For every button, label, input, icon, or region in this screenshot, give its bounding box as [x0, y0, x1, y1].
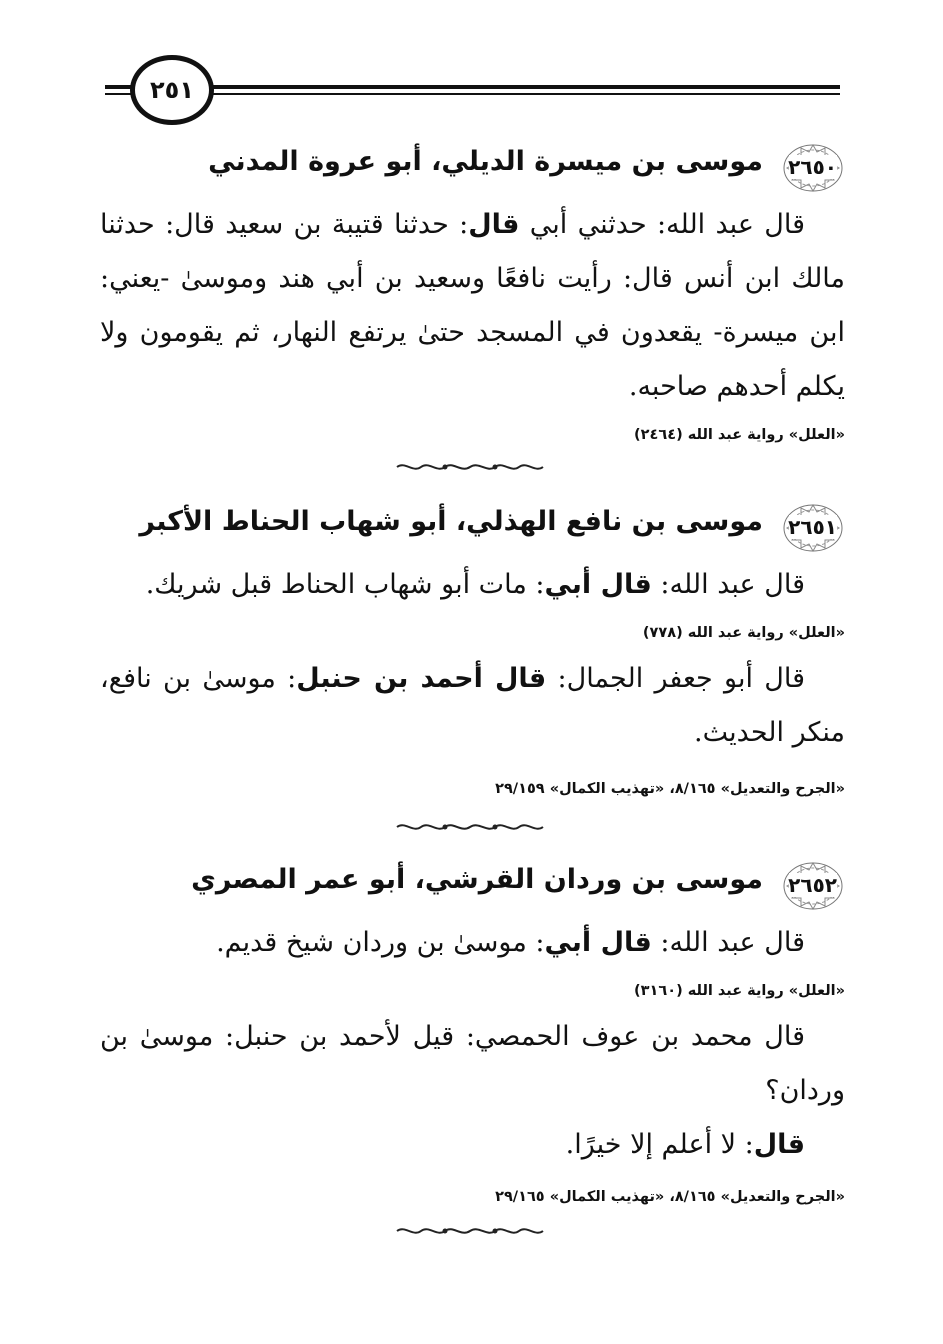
entry-header [100, 858, 845, 916]
entry-paragraph: قال أبو جعفر الجمال: قال أحمد بن حنبل: موسىٰ بن نافع، منكر الحديث. [100, 663, 845, 748]
source-citation: «الجرح والتعديل» ٨/١٦٥، «تهذيب الكمال» ٢٩/١٥٩ [495, 781, 845, 797]
source-citation: «العلل» رواية عبد الله (٣١٦٠) [634, 983, 845, 999]
entry-2650 [100, 140, 845, 454]
page-number-badge [130, 55, 214, 125]
entry-paragraph: قال عبد الله: قال أبي: مات أبو شهاب الحناط قبل شريك. [145, 569, 805, 600]
header-rule [165, 93, 840, 95]
entry-number: ٢٦٥٢ [788, 873, 837, 897]
entry-number-medallion [781, 860, 845, 912]
ornament-divider-icon [395, 1224, 545, 1238]
entry-paragraph: قال: لا أعلم إلا خيرًا. [565, 1129, 805, 1160]
source-citation: «العلل» رواية عبد الله (٢٤٦٤) [634, 427, 845, 443]
entry-title: موسى بن وردان القرشي، أبو عمر المصري [191, 864, 763, 895]
entry-title: موسى بن ميسرة الديلي، أبو عروة المدني [208, 146, 763, 177]
page-header [105, 55, 840, 130]
entry-number-medallion [781, 142, 845, 194]
entry-number: ٢٦٥١ [788, 515, 837, 539]
entry-title: موسى بن نافع الهذلي، أبو شهاب الحناط الأكبر [139, 506, 763, 537]
source-citation: «الجرح والتعديل» ٨/١٦٥، «تهذيب الكمال» ٢٩/١٦٥ [495, 1189, 845, 1205]
entry-2651 [100, 500, 845, 808]
entry-paragraph: قال محمد بن عوف الحمصي: قيل لأحمد بن حنبل: موسىٰ بن وردان؟ [100, 1021, 845, 1106]
entry-paragraph: قال عبد الله: حدثني أبي قال: حدثنا قتيبة بن سعيد قال: حدثنا مالك ابن أنس قال: رأيت نافعًا وسعيد بن أبي هند وموسىٰ -يعني: ابن ميسرة- يقعدون في المسجد حتىٰ يرتفع النهار، ثم يقومون ولا يكلم أحدهم صاحبه. [100, 209, 845, 402]
entry-number: ٢٦٥٠ [788, 155, 837, 179]
entry-number-medallion [781, 502, 845, 554]
entry-header [100, 140, 845, 198]
ornament-divider-icon [395, 460, 545, 474]
ornament-divider-icon [395, 820, 545, 834]
entry-2652 [100, 858, 845, 1216]
page-number: ٢٥١ [150, 76, 194, 104]
entry-header [100, 500, 845, 558]
entry-paragraph: قال عبد الله: قال أبي: موسىٰ بن وردان شيخ قديم. [216, 927, 805, 958]
header-rule [165, 85, 840, 89]
source-citation: «العلل» رواية عبد الله (٧٧٨) [642, 625, 845, 641]
